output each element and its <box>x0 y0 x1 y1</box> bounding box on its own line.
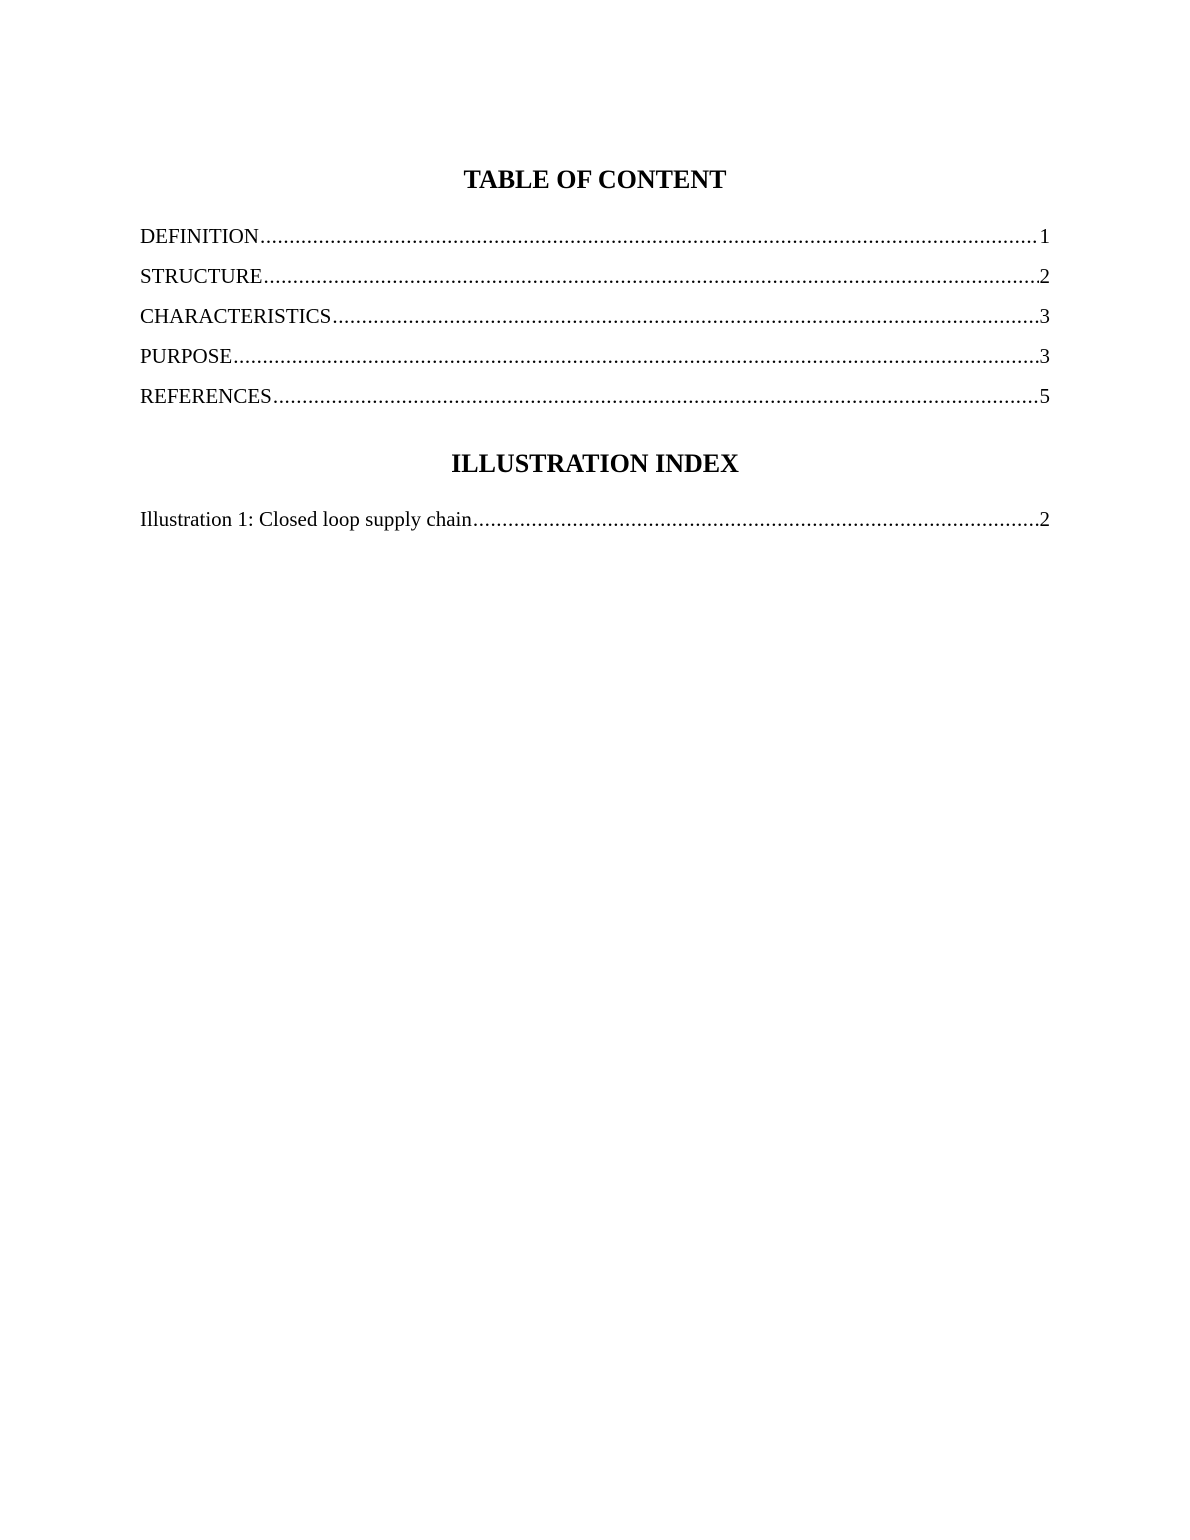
toc-entry-page: 2 <box>1039 264 1050 288</box>
dot-leader <box>332 296 1038 336</box>
toc-list <box>140 216 1050 416</box>
toc-entry-characteristics[interactable] <box>140 296 1050 336</box>
illustration-entry-page: 2 <box>1039 507 1050 531</box>
dot-leader <box>233 336 1038 376</box>
toc-entry-label: REFERENCES <box>140 384 272 408</box>
illustration-index-title: ILLUSTRATION INDEX <box>451 449 739 478</box>
toc-entry-label: STRUCTURE <box>140 264 263 288</box>
toc-entry-page: 3 <box>1039 344 1050 368</box>
toc-entry-page: 3 <box>1039 304 1050 328</box>
toc-entry-page: 1 <box>1039 224 1050 248</box>
illustration-entry-closed-loop-supply-chain[interactable] <box>140 499 1050 539</box>
toc-title: TABLE OF CONTENT <box>463 165 727 194</box>
toc-entry-structure[interactable] <box>140 256 1050 296</box>
toc-entry-label: DEFINITION <box>140 224 259 248</box>
toc-entry-references[interactable] <box>140 376 1050 416</box>
toc-entry-label: PURPOSE <box>140 344 233 368</box>
illustration-index-list <box>140 499 1050 539</box>
dot-leader <box>273 376 1039 416</box>
dot-leader <box>264 256 1039 296</box>
illustration-entry-label: Illustration 1: Closed loop supply chain <box>140 507 472 531</box>
toc-entry-label: CHARACTERISTICS <box>140 304 332 328</box>
toc-entry-purpose[interactable] <box>140 336 1050 376</box>
dot-leader <box>260 216 1039 256</box>
toc-entry-page: 5 <box>1039 384 1050 408</box>
toc-entry-definition[interactable] <box>140 216 1050 256</box>
dot-leader <box>473 499 1039 539</box>
